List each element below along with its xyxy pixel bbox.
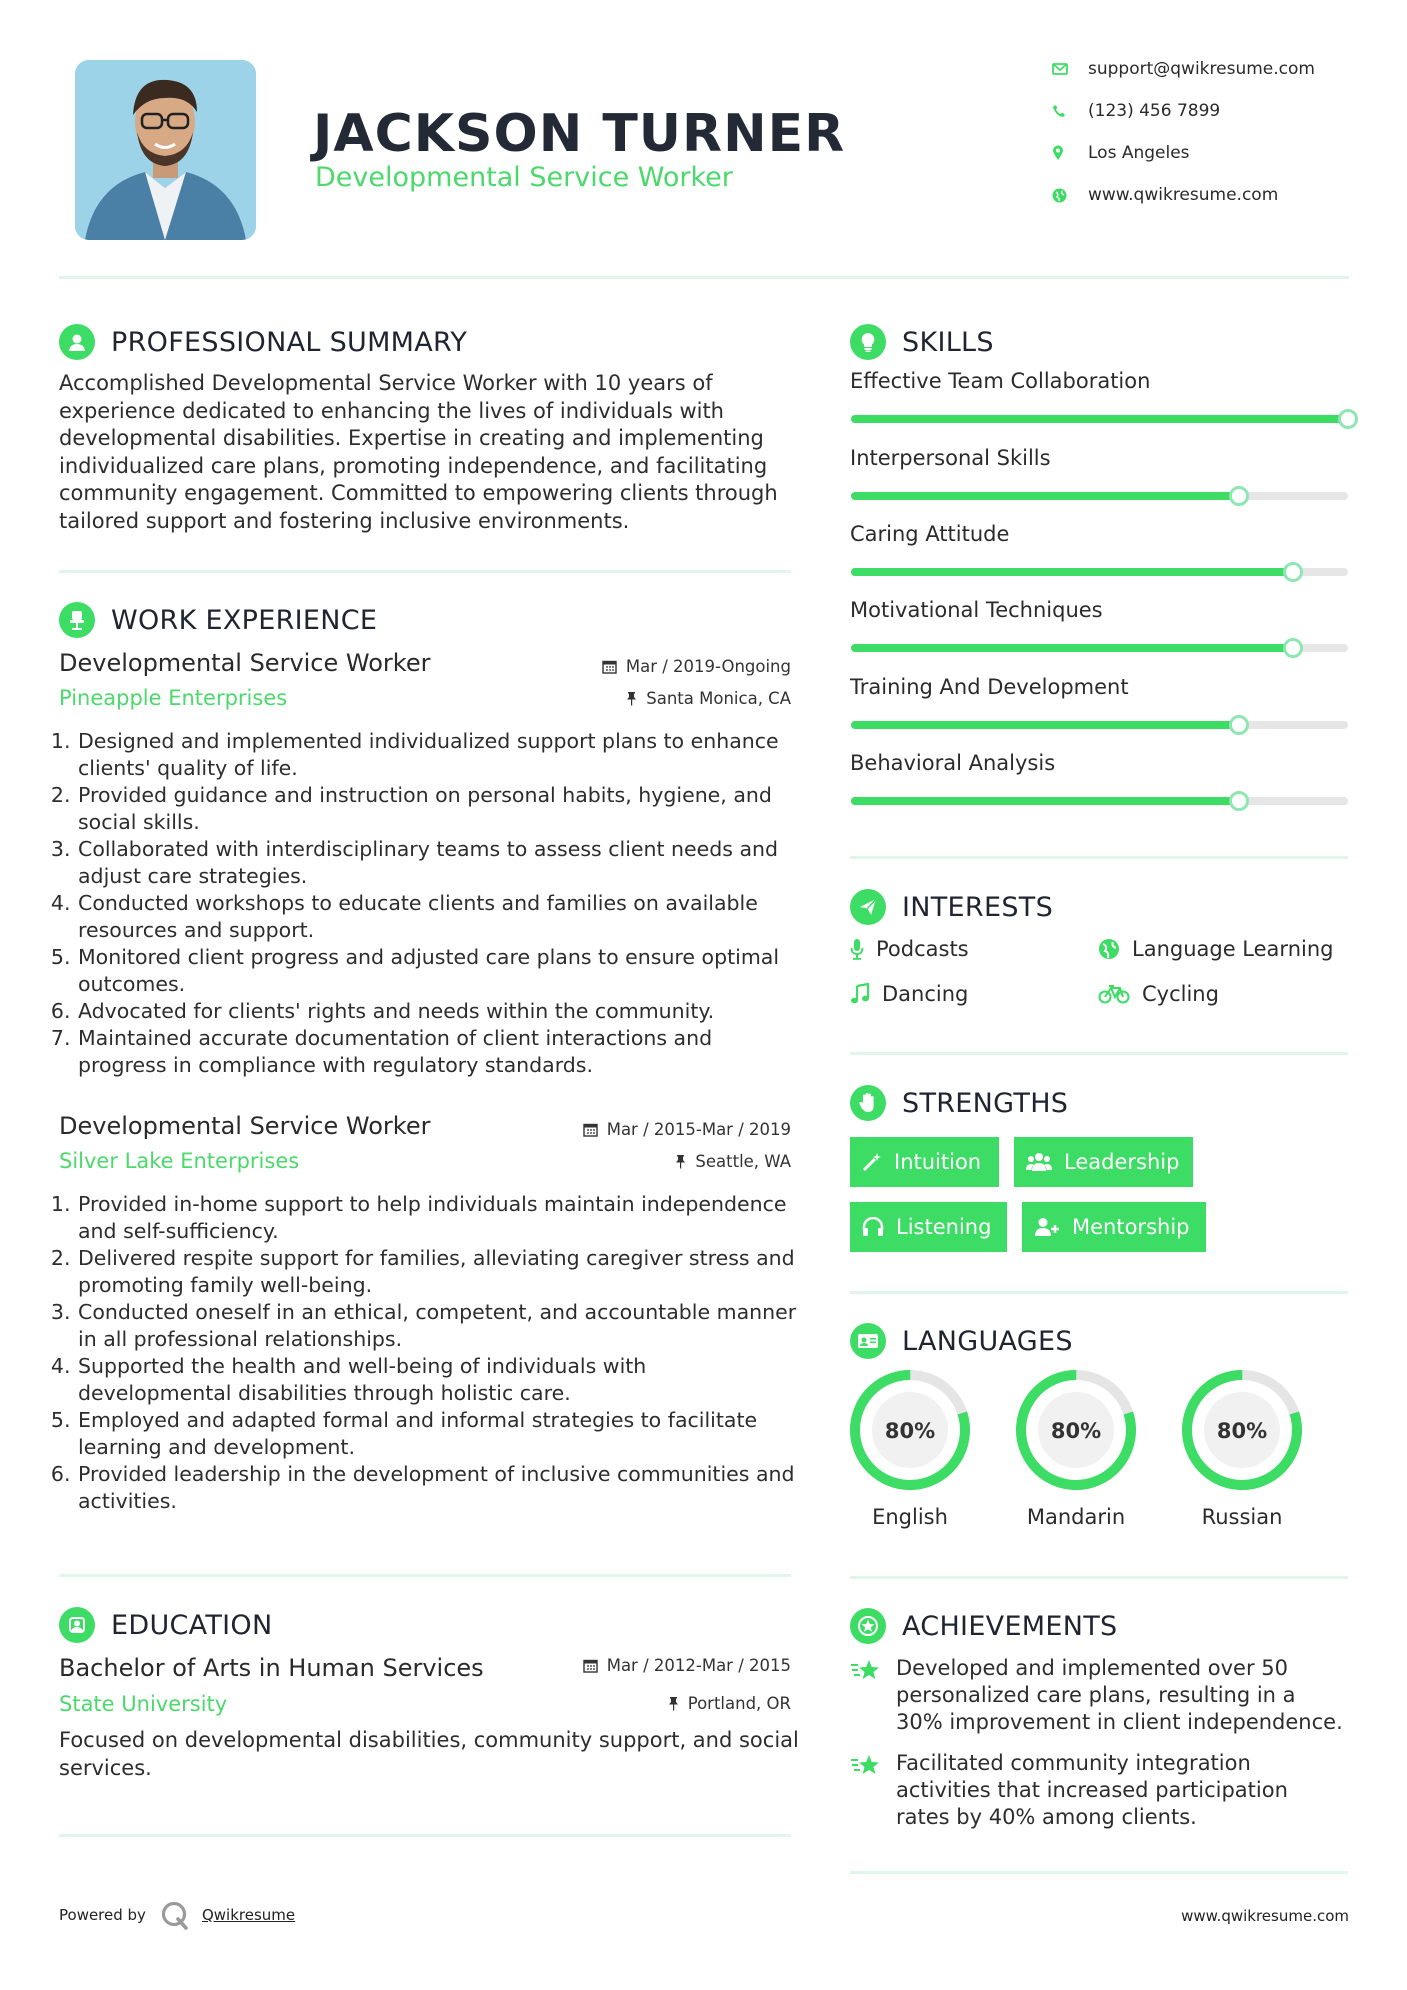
job-2-company: Silver Lake Enterprises (59, 1149, 300, 1173)
list-item: 7. Maintained accurate documentation of client interactions and progress in compliance with regulatory standards. (77, 1025, 799, 1079)
pushpin-icon (626, 691, 637, 706)
skill-bar-knob (1283, 638, 1303, 658)
magic-wand-icon (862, 1152, 882, 1172)
contact-location (1050, 138, 1360, 168)
strengths-divider (850, 1291, 1348, 1294)
summary-heading: PROFESSIONAL SUMMARY (59, 322, 467, 362)
job-1-bullets (59, 728, 799, 1079)
skill-label: Motivational Techniques (850, 598, 1103, 622)
list-item: 2. Delivered respite support for families, alleviating caregiver stress and promoting family well-being. (77, 1245, 799, 1299)
skill-label: Effective Team Collaboration (850, 369, 1151, 393)
language-name: English (872, 1505, 948, 1529)
skill-label: Behavioral Analysis (850, 751, 1056, 775)
skill-label: Caring Attitude (850, 522, 1010, 546)
achievement-item: Developed and implemented over 50 personalized care plans, resulting in a 30% improvement in client independence. (850, 1655, 1348, 1736)
skill-bar (851, 568, 1348, 576)
hand-icon (850, 1085, 886, 1121)
skill-label: Interpersonal Skills (850, 446, 1051, 470)
list-item: 1. Designed and implemented individualized support plans to enhance clients' quality of life. (77, 728, 799, 782)
skill-bar (851, 644, 1348, 652)
skill-bar-fill (851, 492, 1239, 500)
footer-powered-by: Powered by Qwikresume (59, 1900, 295, 1930)
job-1-location: Santa Monica, CA (500, 689, 791, 708)
header-divider (59, 276, 1349, 279)
contact-phone-text: (123) 456 7899 (1088, 101, 1221, 121)
language-name: Mandarin (1026, 1505, 1126, 1529)
language-ring (849, 1369, 971, 1491)
summary-divider (59, 570, 791, 573)
interest-item: Dancing (850, 979, 968, 1009)
contact-email-text: support@qwikresume.com (1088, 59, 1315, 79)
globe-icon (1050, 188, 1088, 203)
list-item: 5. Monitored client progress and adjusted care plans to ensure optimal outcomes. (77, 944, 799, 998)
education-divider (59, 1834, 791, 1837)
language-percent: 80% (884, 1419, 936, 1443)
strength-tag-intuition: Intuition (850, 1137, 999, 1187)
candidate-name: JACKSON TURNER (313, 104, 846, 164)
language-ring (1015, 1369, 1137, 1491)
job-1-company: Pineapple Enterprises (59, 686, 288, 710)
list-item: 3. Conducted oneself in an ethical, competent, and accountable manner in all professional relationships. (77, 1299, 799, 1353)
job-1-dates: Mar / 2019-Ongoing (500, 657, 791, 676)
languages-divider (850, 1576, 1348, 1579)
shooting-star-icon (850, 1655, 896, 1736)
achievements-heading: ACHIEVEMENTS (850, 1606, 1118, 1646)
footer-brand-link[interactable]: Qwikresume (201, 1906, 296, 1924)
headphones-icon (862, 1217, 884, 1237)
job-2-bullets (59, 1191, 799, 1515)
skills-heading: SKILLS (850, 322, 994, 362)
achievement-item: Facilitated community integration activities that increased participation rates by 40% among clients. (850, 1750, 1348, 1831)
star-badge-icon (850, 1608, 886, 1644)
pushpin-icon (668, 1696, 679, 1711)
language-percent: 80% (1216, 1419, 1268, 1443)
interest-item: Language Learning (1098, 934, 1333, 964)
job-2-dates: Mar / 2015-Mar / 2019 (500, 1120, 791, 1139)
education-location: Portland, OR (500, 1694, 791, 1713)
map-pin-icon (1050, 145, 1088, 161)
skill-bar-knob (1338, 409, 1358, 429)
id-card-icon (850, 1323, 886, 1359)
user-plus-icon (1034, 1217, 1060, 1237)
list-item: 2. Provided guidance and instruction on personal habits, hygiene, and social skills. (77, 782, 799, 836)
skill-bar-knob (1229, 486, 1249, 506)
language-percent: 80% (1050, 1419, 1102, 1443)
education-dates: Mar / 2012-Mar / 2015 (500, 1656, 791, 1675)
skill-bar (851, 492, 1348, 500)
skill-bar-fill (851, 797, 1239, 805)
contact-phone[interactable] (1050, 96, 1360, 126)
language-name: Russian (1201, 1505, 1283, 1529)
achievements-divider (850, 1871, 1348, 1874)
lightbulb-icon (850, 324, 886, 360)
profile-photo (75, 60, 256, 240)
paper-plane-icon (850, 889, 886, 925)
skill-bar-knob (1229, 715, 1249, 735)
skill-bar (851, 797, 1348, 805)
list-item: 4. Conducted workshops to educate clients and families on available resources and support. (77, 890, 799, 944)
calendar-icon (583, 1122, 598, 1137)
list-item: 6. Provided leadership in the development of inclusive communities and activities. (77, 1461, 799, 1515)
skill-bar-fill (851, 568, 1293, 576)
summary-text: Accomplished Developmental Service Worker with 10 years of experience dedicated to enhancing the lives of individuals with developmental disabilities. Expertise in creating and implementing individualized care plans, promoting independence, and facilitating community engagement. Committed to empowering clients through tailored support and fostering inclusive environments. (59, 371, 778, 533)
experience-heading: WORK EXPERIENCE (59, 600, 377, 640)
list-item: 3. Collaborated with interdisciplinary teams to assess client needs and adjust care strategies. (77, 836, 799, 890)
calendar-icon (583, 1658, 598, 1673)
list-item: 1. Provided in-home support to help individuals maintain independence and self-sufficiency. (77, 1191, 799, 1245)
job-1-title: Developmental Service Worker (59, 649, 431, 677)
education-heading: EDUCATION (59, 1605, 272, 1645)
experience-divider (59, 1574, 791, 1577)
strength-tag-listening: Listening (850, 1202, 1007, 1252)
education-school: State University (59, 1692, 228, 1716)
contact-location-text: Los Angeles (1088, 143, 1190, 163)
interests-divider (850, 1052, 1348, 1055)
list-item: 6. Advocated for clients' rights and needs within the community. (77, 998, 799, 1025)
pushpin-icon (675, 1154, 686, 1169)
list-item: 4. Supported the health and well-being of individuals with developmental disabilities through holistic care. (77, 1353, 799, 1407)
bicycle-icon (1098, 984, 1130, 1004)
job-2-location: Seattle, WA (500, 1152, 791, 1171)
qwikresume-logo-icon (160, 1900, 190, 1930)
microphone-icon (850, 938, 864, 960)
interest-item: Cycling (1098, 979, 1219, 1009)
contact-email[interactable] (1050, 54, 1360, 84)
candidate-title: Developmental Service Worker (315, 162, 733, 193)
skill-bar-fill (851, 415, 1348, 423)
skill-bar-fill (851, 644, 1293, 652)
phone-icon (1050, 104, 1088, 118)
list-item: 5. Employed and adapted formal and informal strategies to facilitate learning and development. (77, 1407, 799, 1461)
skill-bar (851, 415, 1348, 423)
education-description: Focused on developmental disabilities, community support, and social services. (59, 1728, 799, 1780)
language-ring (1181, 1369, 1303, 1491)
strength-tag-mentorship: Mentorship (1022, 1202, 1206, 1252)
skills-divider (850, 856, 1348, 859)
education-degree: Bachelor of Arts in Human Services (59, 1654, 484, 1682)
contact-website[interactable] (1050, 180, 1360, 210)
skill-bar (851, 721, 1348, 729)
strength-tag-leadership: Leadership (1014, 1137, 1193, 1187)
users-icon (1026, 1152, 1052, 1172)
skill-bar-knob (1229, 791, 1249, 811)
contact-website-text: www.qwikresume.com (1088, 185, 1279, 205)
job-2-title: Developmental Service Worker (59, 1112, 431, 1140)
footer-website[interactable]: www.qwikresume.com (1181, 1907, 1349, 1925)
strengths-heading: STRENGTHS (850, 1083, 1068, 1123)
graduate-icon (59, 1607, 95, 1643)
interests-heading: INTERESTS (850, 887, 1053, 927)
chair-icon (59, 602, 95, 638)
envelope-icon (1050, 63, 1088, 75)
interest-item: Podcasts (850, 934, 969, 964)
shooting-star-icon (850, 1750, 896, 1831)
skill-bar-fill (851, 721, 1239, 729)
calendar-icon (602, 659, 617, 674)
skill-label: Training And Development (850, 675, 1129, 699)
globe-icon (1098, 938, 1120, 960)
user-icon (59, 324, 95, 360)
skill-bar-knob (1283, 562, 1303, 582)
music-note-icon (850, 983, 870, 1005)
languages-heading: LANGUAGES (850, 1321, 1073, 1361)
